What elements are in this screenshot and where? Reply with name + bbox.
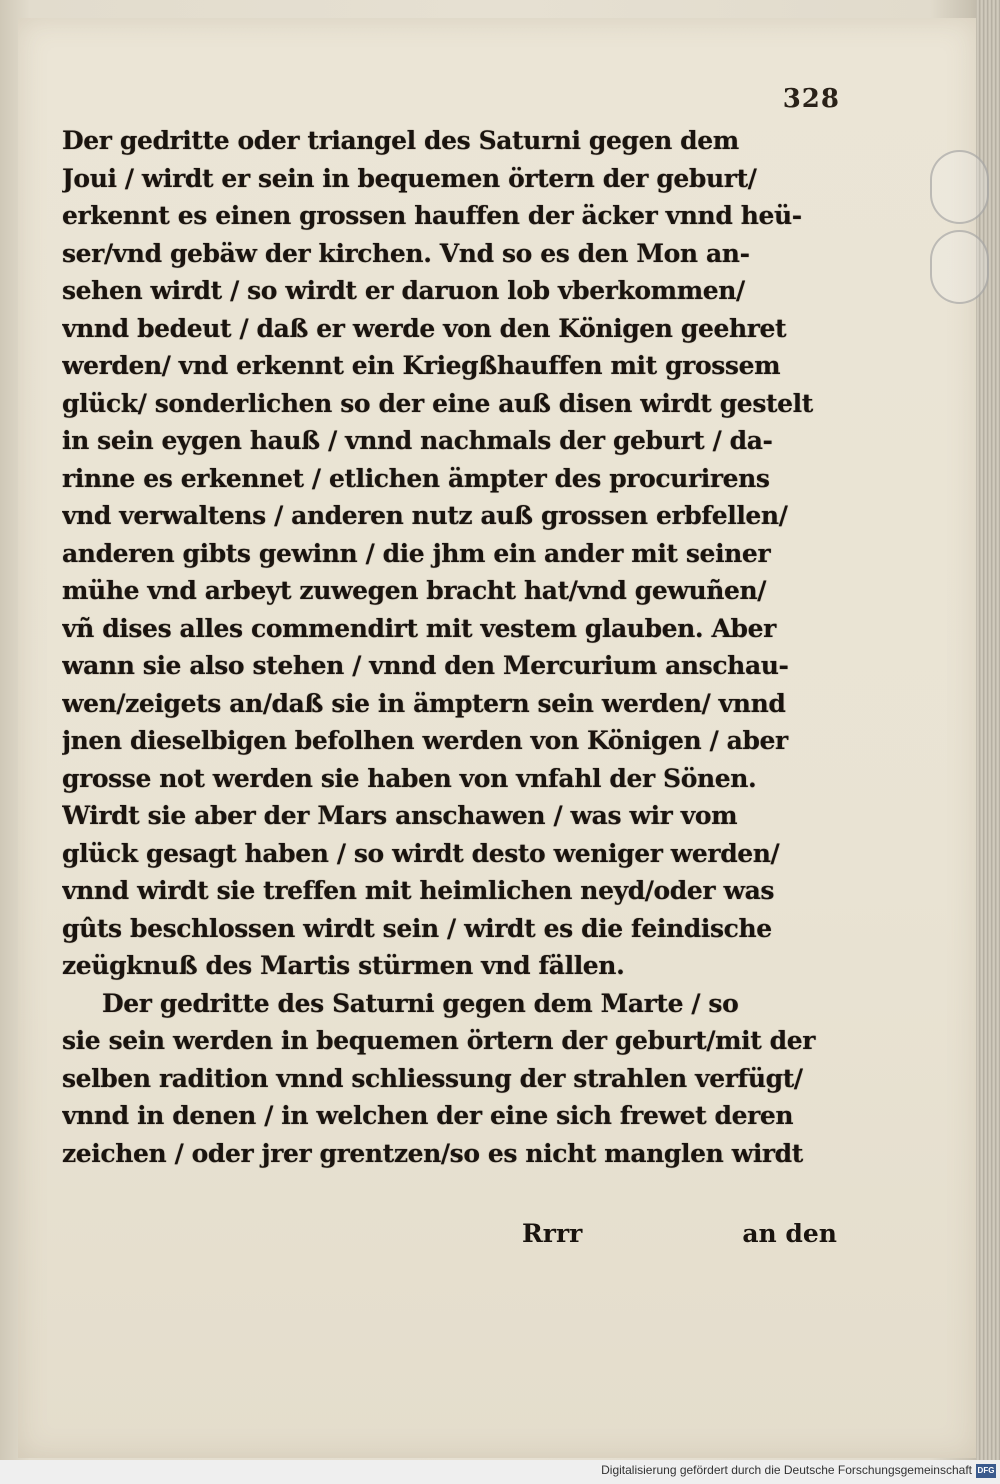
page-number: 328 [782,84,840,114]
text-line: vnnd in denen / in welchen der eine sich frewet deren [62,1101,794,1130]
page-text [62,122,837,1172]
text-line: erkennt es einen grossen hauffen der äcker vnnd heü- [62,201,802,230]
text-line: ser/vnd gebäw der kirchen. Vnd so es den Mon an- [62,238,750,268]
text-line: grosse not werden sie haben von vnfahl der Sönen. [62,763,757,793]
text-line: glück gesagt haben / so wirdt desto weniger werden/ [62,838,780,868]
text-line: Wirdt sie aber der Mars anschawen / was wir vom [62,801,738,830]
page-edges [976,0,1000,1460]
text-line: glück/ sonderlichen so der eine auß disen wirdt gestelt [62,388,813,418]
text-line: vnnd bedeut / daß er werde von den Königen geehret [62,313,787,343]
text-line: selben radition vnnd schliessung der strahlen verfügt/ [62,1063,803,1093]
dfg-logo-icon: DFG [976,1464,996,1478]
catchword: an den [742,1219,837,1248]
text-line: vnd verwaltens / anderen nutz auß grossen erbfellen/ [62,501,788,530]
text-line: vnnd wirdt sie treffen mit heimlichen neyd/oder was [62,876,775,905]
text-line: zeichen / oder jrer grentzen/so es nicht manglen wirdt [62,1138,803,1168]
text-line: mühe vnd arbeyt zuwegen bracht hat/vnd gewuñen/ [62,576,767,605]
text-line: in sein eygen hauß / vnnd nachmals der geburt / da- [62,426,773,455]
clip-icon [930,150,989,224]
text-line: werden/ vnd erkennt ein Kriegßhauffen mit grossem [62,351,781,380]
credit-bar [0,1460,1000,1484]
text-line: jnen dieselbigen befolhen werden von Königen / aber [62,726,788,755]
text-line: sie sein werden in bequemen örtern der geburt/mit der [62,1026,816,1055]
text-line: zeügknuß des Martis stürmen vnd fällen. [62,951,625,980]
text-line: Der gedritte des Saturni gegen dem Marte / so [102,988,739,1018]
text-line: wann sie also stehen / vnnd den Mercurium anschau- [62,651,789,680]
text-line: wen/zeigets an/daß sie in ämptern sein werden/ vnnd [62,688,786,718]
text-line: sehen wirdt / so wirdt er daruon lob vberkommen/ [62,276,745,305]
text-line: anderen gibts gewinn / die jhm ein ander mit seiner [62,538,771,568]
text-line: vñ dises alles commendirt mit vestem glauben. Aber [62,613,776,643]
text-line: Joui / wirdt er sein in bequemen örtern der geburt/ [62,163,757,193]
text-line: Der gedritte oder triangel des Saturni gegen dem [62,126,739,155]
page-footer-line [62,1215,837,1252]
clip-icon [930,230,989,304]
text-line: gûts beschlossen wirdt sein / wirdt es die feindische [62,913,772,943]
signature-mark: Rrrr [522,1219,583,1248]
text-line: rinne es erkennet / etlichen ämpter des procurirens [62,463,770,493]
credit-text: Digitalisierung gefördert durch die Deutsche Forschungsgemeinschaft [601,1463,972,1477]
